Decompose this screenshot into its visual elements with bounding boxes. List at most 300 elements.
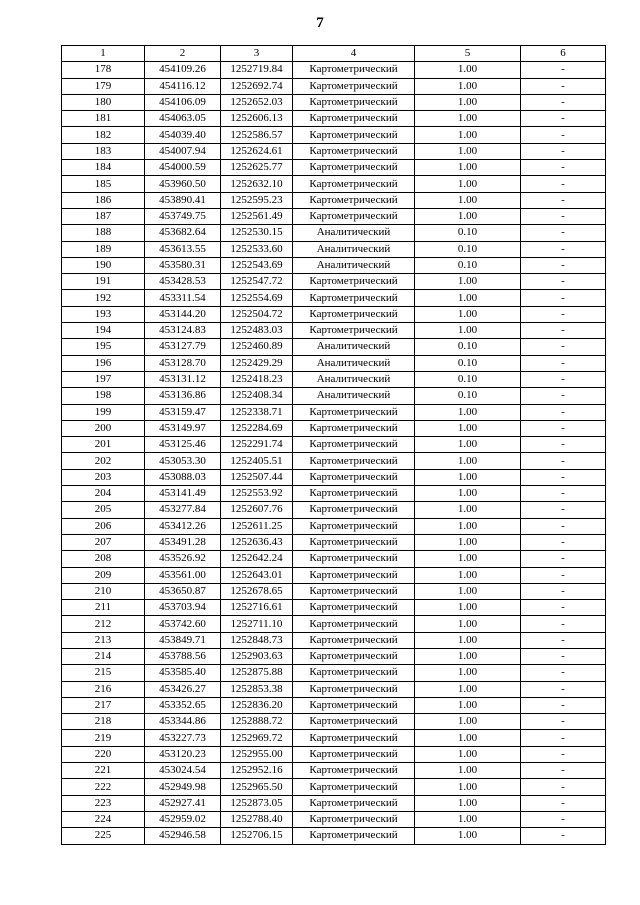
x-coordinate-cell: 453788.56 — [145, 648, 221, 664]
table-row — [62, 567, 606, 583]
accuracy-cell: 1.00 — [415, 567, 521, 583]
point-number-cell: 203 — [62, 469, 145, 485]
x-coordinate-cell: 453412.26 — [145, 518, 221, 534]
table-row — [62, 127, 606, 143]
description-cell: - — [521, 730, 606, 746]
y-coordinate-cell: 1252607.76 — [221, 502, 293, 518]
x-coordinate-cell: 453960.50 — [145, 176, 221, 192]
table-row — [62, 78, 606, 94]
accuracy-cell: 1.00 — [415, 616, 521, 632]
table-row — [62, 648, 606, 664]
method-cell: Картометрический — [293, 828, 415, 844]
table-row — [62, 290, 606, 306]
point-number-cell: 222 — [62, 779, 145, 795]
table-row — [62, 143, 606, 159]
point-number-cell: 213 — [62, 632, 145, 648]
x-coordinate-cell: 453144.20 — [145, 306, 221, 322]
table-row — [62, 192, 606, 208]
x-coordinate-cell: 453159.47 — [145, 404, 221, 420]
method-cell: Аналитический — [293, 241, 415, 257]
accuracy-cell: 1.00 — [415, 420, 521, 436]
y-coordinate-cell: 1252888.72 — [221, 714, 293, 730]
accuracy-cell: 1.00 — [415, 600, 521, 616]
description-cell: - — [521, 192, 606, 208]
y-coordinate-cell: 1252595.23 — [221, 192, 293, 208]
method-cell: Картометрический — [293, 567, 415, 583]
method-cell: Картометрический — [293, 600, 415, 616]
description-cell: - — [521, 697, 606, 713]
method-cell: Картометрический — [293, 730, 415, 746]
y-coordinate-cell: 1252848.73 — [221, 632, 293, 648]
y-coordinate-cell: 1252873.05 — [221, 795, 293, 811]
description-cell: - — [521, 176, 606, 192]
table-row — [62, 323, 606, 339]
accuracy-cell: 1.00 — [415, 437, 521, 453]
description-cell: - — [521, 453, 606, 469]
x-coordinate-cell: 453311.54 — [145, 290, 221, 306]
accuracy-cell: 0.10 — [415, 371, 521, 387]
point-number-cell: 214 — [62, 648, 145, 664]
y-coordinate-cell: 1252586.57 — [221, 127, 293, 143]
point-number-cell: 187 — [62, 208, 145, 224]
method-cell: Картометрический — [293, 290, 415, 306]
description-cell: - — [521, 160, 606, 176]
table-row — [62, 404, 606, 420]
point-number-cell: 179 — [62, 78, 145, 94]
point-number-cell: 184 — [62, 160, 145, 176]
x-coordinate-cell: 453053.30 — [145, 453, 221, 469]
table-row — [62, 746, 606, 762]
description-cell: - — [521, 208, 606, 224]
table-row — [62, 306, 606, 322]
page-number: 7 — [316, 15, 324, 31]
method-cell: Картометрический — [293, 127, 415, 143]
x-coordinate-cell: 453124.83 — [145, 323, 221, 339]
y-coordinate-cell: 1252965.50 — [221, 779, 293, 795]
description-cell: - — [521, 583, 606, 599]
method-cell: Картометрический — [293, 306, 415, 322]
description-cell: - — [521, 681, 606, 697]
x-coordinate-cell: 453742.60 — [145, 616, 221, 632]
y-coordinate-cell: 1252642.24 — [221, 551, 293, 567]
point-number-cell: 216 — [62, 681, 145, 697]
method-cell: Картометрический — [293, 208, 415, 224]
description-cell: - — [521, 534, 606, 550]
point-number-cell: 194 — [62, 323, 145, 339]
accuracy-cell: 1.00 — [415, 551, 521, 567]
y-coordinate-cell: 1252692.74 — [221, 78, 293, 94]
y-coordinate-cell: 1252678.65 — [221, 583, 293, 599]
table-row — [62, 371, 606, 387]
accuracy-cell: 1.00 — [415, 290, 521, 306]
table-row — [62, 828, 606, 844]
y-coordinate-cell: 1252636.43 — [221, 534, 293, 550]
method-cell: Картометрический — [293, 518, 415, 534]
table-row — [62, 111, 606, 127]
method-cell: Картометрический — [293, 795, 415, 811]
x-coordinate-cell: 454109.26 — [145, 62, 221, 78]
accuracy-cell: 1.00 — [415, 160, 521, 176]
method-cell: Картометрический — [293, 192, 415, 208]
y-coordinate-cell: 1252507.44 — [221, 469, 293, 485]
description-cell: - — [521, 355, 606, 371]
description-cell: - — [521, 486, 606, 502]
point-number-cell: 199 — [62, 404, 145, 420]
description-cell: - — [521, 241, 606, 257]
description-cell: - — [521, 616, 606, 632]
accuracy-cell: 0.10 — [415, 241, 521, 257]
point-number-cell: 198 — [62, 388, 145, 404]
y-coordinate-cell: 1252543.69 — [221, 257, 293, 273]
method-cell: Картометрический — [293, 665, 415, 681]
x-coordinate-cell: 454039.40 — [145, 127, 221, 143]
table-row — [62, 665, 606, 681]
accuracy-cell: 1.00 — [415, 534, 521, 550]
point-number-cell: 217 — [62, 697, 145, 713]
x-coordinate-cell: 453149.97 — [145, 420, 221, 436]
point-number-cell: 220 — [62, 746, 145, 762]
y-coordinate-cell: 1252408.34 — [221, 388, 293, 404]
y-coordinate-cell: 1252716.61 — [221, 600, 293, 616]
point-number-cell: 205 — [62, 502, 145, 518]
point-number-cell: 202 — [62, 453, 145, 469]
x-coordinate-cell: 454007.94 — [145, 143, 221, 159]
point-number-cell: 183 — [62, 143, 145, 159]
description-cell: - — [521, 828, 606, 844]
x-coordinate-cell: 453703.94 — [145, 600, 221, 616]
method-cell: Картометрический — [293, 62, 415, 78]
method-cell: Аналитический — [293, 388, 415, 404]
accuracy-cell: 1.00 — [415, 763, 521, 779]
x-coordinate-cell: 453561.00 — [145, 567, 221, 583]
x-coordinate-cell: 453120.23 — [145, 746, 221, 762]
x-coordinate-cell: 453277.84 — [145, 502, 221, 518]
point-number-cell: 181 — [62, 111, 145, 127]
table-row — [62, 469, 606, 485]
accuracy-cell: 1.00 — [415, 828, 521, 844]
point-number-cell: 185 — [62, 176, 145, 192]
accuracy-cell: 1.00 — [415, 665, 521, 681]
point-number-cell: 180 — [62, 94, 145, 110]
method-cell: Картометрический — [293, 486, 415, 502]
x-coordinate-cell: 453526.92 — [145, 551, 221, 567]
accuracy-cell: 1.00 — [415, 127, 521, 143]
y-coordinate-cell: 1252606.13 — [221, 111, 293, 127]
x-coordinate-cell: 454106.09 — [145, 94, 221, 110]
accuracy-cell: 1.00 — [415, 730, 521, 746]
point-number-cell: 206 — [62, 518, 145, 534]
table-row — [62, 160, 606, 176]
y-coordinate-cell: 1252553.92 — [221, 486, 293, 502]
method-cell: Картометрический — [293, 534, 415, 550]
y-coordinate-cell: 1252969.72 — [221, 730, 293, 746]
table-row — [62, 62, 606, 78]
table-row — [62, 681, 606, 697]
description-cell: - — [521, 648, 606, 664]
accuracy-cell: 1.00 — [415, 518, 521, 534]
point-number-cell: 186 — [62, 192, 145, 208]
description-cell: - — [521, 811, 606, 827]
method-cell: Картометрический — [293, 437, 415, 453]
description-cell: - — [521, 437, 606, 453]
method-cell: Картометрический — [293, 714, 415, 730]
table-row — [62, 355, 606, 371]
point-number-cell: 225 — [62, 828, 145, 844]
x-coordinate-cell: 453136.86 — [145, 388, 221, 404]
method-cell: Аналитический — [293, 339, 415, 355]
accuracy-cell: 0.10 — [415, 225, 521, 241]
x-coordinate-cell: 453227.73 — [145, 730, 221, 746]
method-cell: Картометрический — [293, 811, 415, 827]
description-cell: - — [521, 567, 606, 583]
method-cell: Картометрический — [293, 469, 415, 485]
x-coordinate-cell: 452959.02 — [145, 811, 221, 827]
y-coordinate-cell: 1252405.51 — [221, 453, 293, 469]
point-number-cell: 178 — [62, 62, 145, 78]
header-row — [62, 46, 606, 62]
x-coordinate-cell: 453491.28 — [145, 534, 221, 550]
y-coordinate-cell: 1252711.10 — [221, 616, 293, 632]
table-row — [62, 437, 606, 453]
accuracy-cell: 1.00 — [415, 583, 521, 599]
point-number-cell: 201 — [62, 437, 145, 453]
description-cell: - — [521, 78, 606, 94]
y-coordinate-cell: 1252554.69 — [221, 290, 293, 306]
description-cell: - — [521, 420, 606, 436]
method-cell: Картометрический — [293, 746, 415, 762]
description-cell: - — [521, 94, 606, 110]
accuracy-cell: 1.00 — [415, 681, 521, 697]
header-cell-1: 1 — [62, 46, 145, 62]
description-cell: - — [521, 127, 606, 143]
table-row — [62, 518, 606, 534]
description-cell: - — [521, 665, 606, 681]
table-row — [62, 632, 606, 648]
description-cell: - — [521, 143, 606, 159]
y-coordinate-cell: 1252533.60 — [221, 241, 293, 257]
description-cell: - — [521, 551, 606, 567]
accuracy-cell: 1.00 — [415, 453, 521, 469]
header-cell-5: 5 — [415, 46, 521, 62]
accuracy-cell: 0.10 — [415, 355, 521, 371]
y-coordinate-cell: 1252952.16 — [221, 763, 293, 779]
x-coordinate-cell: 452927.41 — [145, 795, 221, 811]
y-coordinate-cell: 1252624.61 — [221, 143, 293, 159]
table-row — [62, 795, 606, 811]
x-coordinate-cell: 453749.75 — [145, 208, 221, 224]
description-cell: - — [521, 600, 606, 616]
y-coordinate-cell: 1252429.29 — [221, 355, 293, 371]
table-row — [62, 420, 606, 436]
accuracy-cell: 1.00 — [415, 697, 521, 713]
y-coordinate-cell: 1252291.74 — [221, 437, 293, 453]
table-row — [62, 730, 606, 746]
y-coordinate-cell: 1252719.84 — [221, 62, 293, 78]
point-number-cell: 209 — [62, 567, 145, 583]
table-row — [62, 600, 606, 616]
accuracy-cell: 1.00 — [415, 62, 521, 78]
point-number-cell: 219 — [62, 730, 145, 746]
y-coordinate-cell: 1252875.88 — [221, 665, 293, 681]
description-cell: - — [521, 502, 606, 518]
table-row — [62, 241, 606, 257]
point-number-cell: 223 — [62, 795, 145, 811]
y-coordinate-cell: 1252611.25 — [221, 518, 293, 534]
point-number-cell: 188 — [62, 225, 145, 241]
table-row — [62, 94, 606, 110]
x-coordinate-cell: 453650.87 — [145, 583, 221, 599]
x-coordinate-cell: 453613.55 — [145, 241, 221, 257]
x-coordinate-cell: 453849.71 — [145, 632, 221, 648]
x-coordinate-cell: 454063.05 — [145, 111, 221, 127]
accuracy-cell: 1.00 — [415, 306, 521, 322]
y-coordinate-cell: 1252547.72 — [221, 274, 293, 290]
y-coordinate-cell: 1252530.15 — [221, 225, 293, 241]
method-cell: Картометрический — [293, 453, 415, 469]
point-number-cell: 191 — [62, 274, 145, 290]
x-coordinate-cell: 453428.53 — [145, 274, 221, 290]
accuracy-cell: 0.10 — [415, 388, 521, 404]
x-coordinate-cell: 453024.54 — [145, 763, 221, 779]
point-number-cell: 192 — [62, 290, 145, 306]
y-coordinate-cell: 1252483.03 — [221, 323, 293, 339]
x-coordinate-cell: 453344.86 — [145, 714, 221, 730]
y-coordinate-cell: 1252788.40 — [221, 811, 293, 827]
point-number-cell: 182 — [62, 127, 145, 143]
table-row — [62, 583, 606, 599]
accuracy-cell: 1.00 — [415, 469, 521, 485]
x-coordinate-cell: 453352.65 — [145, 697, 221, 713]
y-coordinate-cell: 1252418.23 — [221, 371, 293, 387]
y-coordinate-cell: 1252836.20 — [221, 697, 293, 713]
point-number-cell: 193 — [62, 306, 145, 322]
description-cell: - — [521, 632, 606, 648]
x-coordinate-cell: 452949.98 — [145, 779, 221, 795]
x-coordinate-cell: 453585.40 — [145, 665, 221, 681]
accuracy-cell: 0.10 — [415, 257, 521, 273]
description-cell: - — [521, 290, 606, 306]
y-coordinate-cell: 1252853.38 — [221, 681, 293, 697]
method-cell: Аналитический — [293, 225, 415, 241]
point-number-cell: 218 — [62, 714, 145, 730]
x-coordinate-cell: 453127.79 — [145, 339, 221, 355]
accuracy-cell: 1.00 — [415, 811, 521, 827]
point-number-cell: 204 — [62, 486, 145, 502]
point-number-cell: 221 — [62, 763, 145, 779]
table-row — [62, 779, 606, 795]
description-cell: - — [521, 62, 606, 78]
accuracy-cell: 1.00 — [415, 714, 521, 730]
table-row — [62, 225, 606, 241]
x-coordinate-cell: 453141.49 — [145, 486, 221, 502]
table-row — [62, 208, 606, 224]
accuracy-cell: 1.00 — [415, 111, 521, 127]
point-number-cell: 200 — [62, 420, 145, 436]
point-number-cell: 197 — [62, 371, 145, 387]
accuracy-cell: 1.00 — [415, 143, 521, 159]
x-coordinate-cell: 452946.58 — [145, 828, 221, 844]
table-row — [62, 453, 606, 469]
point-number-cell: 190 — [62, 257, 145, 273]
description-cell: - — [521, 257, 606, 273]
y-coordinate-cell: 1252643.01 — [221, 567, 293, 583]
description-cell: - — [521, 371, 606, 387]
header-cell-2: 2 — [145, 46, 221, 62]
accuracy-cell: 1.00 — [415, 502, 521, 518]
description-cell: - — [521, 111, 606, 127]
method-cell: Картометрический — [293, 111, 415, 127]
method-cell: Картометрический — [293, 648, 415, 664]
table-row — [62, 551, 606, 567]
method-cell: Картометрический — [293, 583, 415, 599]
table-row — [62, 763, 606, 779]
point-number-cell: 211 — [62, 600, 145, 616]
description-cell: - — [521, 795, 606, 811]
x-coordinate-cell: 453890.41 — [145, 192, 221, 208]
point-number-cell: 189 — [62, 241, 145, 257]
method-cell: Картометрический — [293, 94, 415, 110]
table-row — [62, 502, 606, 518]
x-coordinate-cell: 454116.12 — [145, 78, 221, 94]
y-coordinate-cell: 1252504.72 — [221, 306, 293, 322]
method-cell: Картометрический — [293, 763, 415, 779]
y-coordinate-cell: 1252561.49 — [221, 208, 293, 224]
table-row — [62, 616, 606, 632]
method-cell: Картометрический — [293, 420, 415, 436]
description-cell: - — [521, 714, 606, 730]
accuracy-cell: 1.00 — [415, 208, 521, 224]
description-cell: - — [521, 746, 606, 762]
description-cell: - — [521, 323, 606, 339]
accuracy-cell: 1.00 — [415, 746, 521, 762]
point-number-cell: 210 — [62, 583, 145, 599]
accuracy-cell: 1.00 — [415, 486, 521, 502]
point-number-cell: 212 — [62, 616, 145, 632]
y-coordinate-cell: 1252625.77 — [221, 160, 293, 176]
accuracy-cell: 1.00 — [415, 192, 521, 208]
point-number-cell: 195 — [62, 339, 145, 355]
y-coordinate-cell: 1252903.63 — [221, 648, 293, 664]
table-row — [62, 388, 606, 404]
point-number-cell: 196 — [62, 355, 145, 371]
accuracy-cell: 0.10 — [415, 339, 521, 355]
accuracy-cell: 1.00 — [415, 274, 521, 290]
header-cell-4: 4 — [293, 46, 415, 62]
table-row — [62, 811, 606, 827]
method-cell: Картометрический — [293, 274, 415, 290]
x-coordinate-cell: 453131.12 — [145, 371, 221, 387]
method-cell: Картометрический — [293, 616, 415, 632]
y-coordinate-cell: 1252632.10 — [221, 176, 293, 192]
method-cell: Картометрический — [293, 502, 415, 518]
accuracy-cell: 1.00 — [415, 632, 521, 648]
method-cell: Аналитический — [293, 371, 415, 387]
method-cell: Картометрический — [293, 779, 415, 795]
description-cell: - — [521, 779, 606, 795]
point-number-cell: 207 — [62, 534, 145, 550]
point-number-cell: 215 — [62, 665, 145, 681]
method-cell: Картометрический — [293, 632, 415, 648]
x-coordinate-cell: 453426.27 — [145, 681, 221, 697]
method-cell: Картометрический — [293, 323, 415, 339]
description-cell: - — [521, 518, 606, 534]
accuracy-cell: 1.00 — [415, 94, 521, 110]
description-cell: - — [521, 306, 606, 322]
method-cell: Картометрический — [293, 160, 415, 176]
x-coordinate-cell: 453682.64 — [145, 225, 221, 241]
method-cell: Картометрический — [293, 176, 415, 192]
table-header — [62, 46, 606, 62]
